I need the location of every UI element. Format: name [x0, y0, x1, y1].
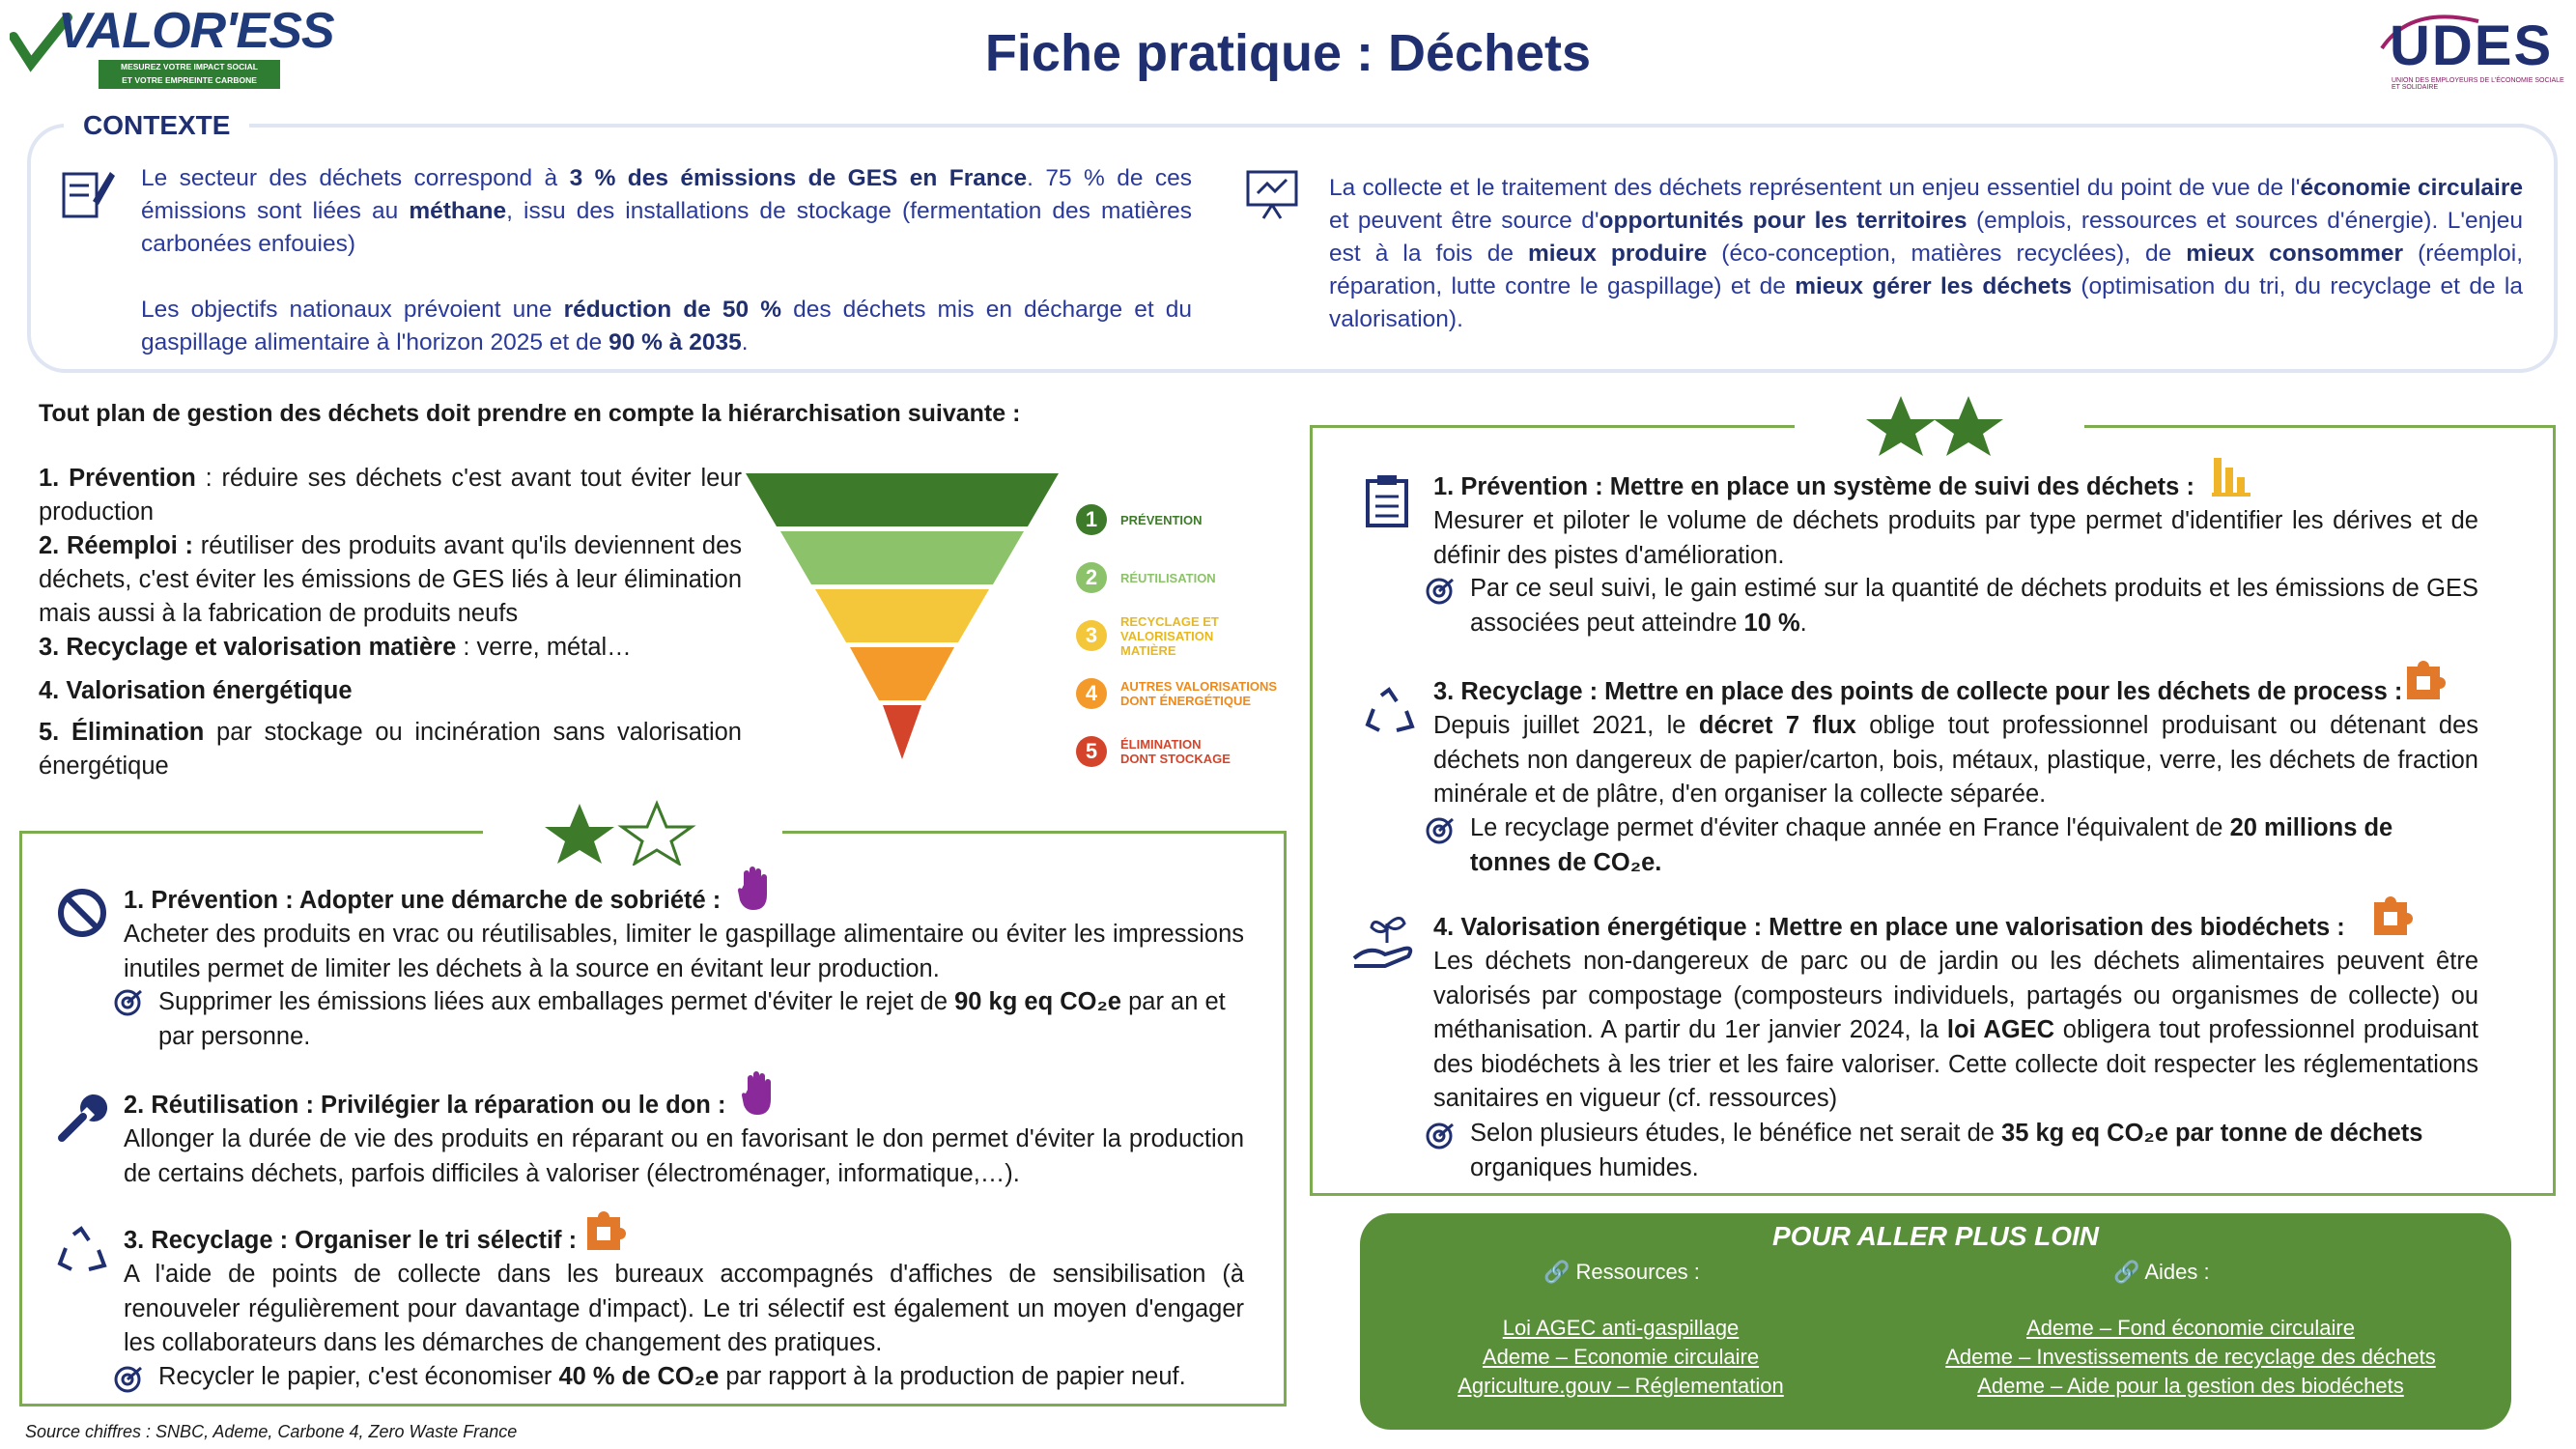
- link-icon: 🔗: [2113, 1260, 2140, 1284]
- left-item-3-target: Recycler le papier, c'est économiser 40 % de CO₂e par rapport à la production de papier neuf.: [158, 1363, 1186, 1390]
- presentation-board-icon: [1244, 166, 1300, 222]
- legend-num-3: 3: [1076, 620, 1107, 651]
- legend-item-2: [1076, 549, 1298, 607]
- puzzle-icon: [2370, 895, 2415, 939]
- aides-links: [1920, 1314, 2461, 1401]
- star-rating-icon: [483, 798, 782, 866]
- context-left-p1: Le secteur des déchets correspond à 3 % des émissions de GES en France. 75 % de ces émissions sont liées au méthane, issu des installations de stockage (fermentation des matières carbonées enfouies): [141, 165, 1193, 257]
- udes-logo-text: UDES: [2390, 14, 2554, 77]
- clipboard-checklist-icon: [1360, 473, 1414, 529]
- legend-label-5: ÉLIMINATION DONT STOCKAGE: [1120, 737, 1231, 766]
- resources-box: [1360, 1213, 2511, 1430]
- link-ademe-economie-circulaire[interactable]: Ademe – Economie circulaire: [1482, 1345, 1760, 1369]
- right-item-3-target: Selon plusieurs études, le bénéfice net serait de 35 kg eq CO₂e par tonne de déchets organiques humides.: [1470, 1120, 2423, 1181]
- target-icon: [1424, 1121, 1455, 1151]
- left-item-3-text: A l'aide de points de collecte dans les bureaux accompagnés d'affiches de sensibilisation (à renouveler régulièrement pour davantage d'impact). Le tri sélectif est également un moyen d'engager les collaborateurs dans les démarches de changement des pratiques.: [124, 1261, 1244, 1356]
- legend-item-3: [1076, 607, 1298, 665]
- star-empty-icon: [622, 804, 692, 864]
- legend-item-1: [1076, 491, 1298, 549]
- context-right-p: La collecte et le traitement des déchets représentent un enjeu essentiel du point de vue de l'économie circulaire et peuvent être source d'opportunités pour les territoires (emplois, ressources et sources d'énergie). L'enjeu est à la fois de mieux produire (éco-conception, matières recyclées), de mieux consommer (réemploi, réparation, lutte contre le gaspillage) et de mieux gérer les déchets (optimisation du tri, du recyclage et de la valorisation).: [1329, 175, 2524, 332]
- udes-tagline: UNION DES EMPLOYEURS DE L'ÉCONOMIE SOCIALE ET SOLIDAIRE: [2392, 77, 2564, 91]
- link-agriculture-reglementation[interactable]: Agriculture.gouv – Réglementation: [1458, 1374, 1784, 1398]
- link-loi-agec[interactable]: Loi AGEC anti-gaspillage: [1502, 1316, 1740, 1340]
- legend-label-2: RÉUTILISATION: [1120, 570, 1216, 585]
- left-item-2-text: Allonger la durée de vie des produits en réparant ou en favorisant le don permet d'éviter la production de certains déchets, parfois difficiles à valoriser (électroménager, informatique,…).: [124, 1125, 1244, 1187]
- recycle-icon: [1362, 686, 1416, 740]
- link-ademe-investissements[interactable]: Ademe – Investissements de recyclage des déchets: [1945, 1345, 2436, 1369]
- hand-stop-icon: [740, 1070, 778, 1117]
- legend-num-2: 2: [1076, 562, 1107, 593]
- star-filled-icon: [545, 804, 614, 864]
- target-icon: [112, 987, 143, 1018]
- legend-item-4: [1076, 665, 1298, 723]
- link-icon: 🔗: [1543, 1260, 1571, 1284]
- puzzle-icon: [2403, 659, 2448, 703]
- hand-stop-icon: [736, 866, 775, 912]
- star-filled-icon: [1866, 396, 1936, 456]
- star-rating-icon: [1795, 390, 2084, 458]
- pyramid-level-1: [746, 473, 1059, 526]
- legend-num-1: 1: [1076, 504, 1107, 535]
- target-icon: [1424, 576, 1455, 607]
- source-note: Source chiffres : SNBC, Ademe, Carbone 4, Zero Waste France: [25, 1422, 518, 1441]
- star-filled-icon: [1934, 396, 2003, 456]
- page-title: Fiche pratique : Déchets: [984, 24, 1592, 82]
- legend-label-4: AUTRES VALORISATIONS DONT ÉNERGÉTIQUE: [1120, 679, 1278, 708]
- waste-hierarchy-pyramid: [746, 473, 1064, 773]
- puzzle-icon: [583, 1209, 628, 1254]
- wrench-icon: [54, 1090, 110, 1146]
- legend-num-4: 4: [1076, 678, 1107, 709]
- left-item-1-title: 1. Prévention : Adopter une démarche de sobriété :: [124, 887, 722, 914]
- hierarchy-title: Tout plan de gestion des déchets doit prendre en compte la hiérarchisation suivante :: [39, 400, 1021, 427]
- hand-plant-icon: [1350, 910, 1420, 970]
- right-item-3-text: Les déchets non-dangereux de parc ou de jardin ou les déchets alimentaires peuvent être valorisés par compostage (composteurs individuels, partagés ou organismes de collecte) ou méthanisation. A partir du 1er janvier 2024, la loi AGEC obligera tout professionnel produisant des biodéchets à les trier et les faire valoriser. Cette collecte doit respecter les réglementations sanitaires en vigueur (cf. ressources): [1433, 948, 2478, 1112]
- hierarchy-item-valorisation: 4. Valorisation énergétique: [39, 677, 353, 704]
- hierarchy-list: [39, 462, 742, 783]
- bar-chart-icon: [2210, 454, 2252, 498]
- right-item-2-text: Depuis juillet 2021, le décret 7 flux oblige tout professionnel produisant ou détenant des déchets non dangereux de papier/carton, bois, métaux, plastique, verre, les déchets de fraction minérale et de plâtre, d'en organiser la collecte séparée.: [1433, 712, 2479, 808]
- right-item-1-title: 1. Prévention : Mettre en place un système de suivi des déchets :: [1433, 473, 2194, 500]
- left-item-1-text: Acheter des produits en vrac ou réutilisables, limiter le gaspillage alimentaire ou éviter les impressions inutiles permet de limiter les déchets à la source en évitant leur production.: [124, 921, 1244, 982]
- pyramid-level-2: [780, 531, 1024, 584]
- prohibited-icon: [56, 887, 108, 939]
- left-item-2-title: 2. Réutilisation : Privilégier la réparation ou le don :: [124, 1092, 726, 1119]
- link-ademe-fond[interactable]: Ademe – Fond économie circulaire: [2026, 1316, 2355, 1340]
- left-stars-rating: [483, 798, 782, 866]
- hierarchy-item-elimination: 5. Élimination par stockage ou incinération sans valorisation énergétique: [39, 719, 742, 780]
- resources-title: POUR ALLER PLUS LOIN: [1771, 1221, 2100, 1251]
- target-icon: [112, 1364, 143, 1395]
- context-left-text: [141, 162, 1192, 359]
- logo-tagline: MESUREZ VOTRE IMPACT SOCIAL ET VOTRE EMPREINTE CARBONE: [99, 60, 280, 89]
- right-item-2-target: Le recyclage permet d'éviter chaque année en France l'équivalent de 20 millions de tonnes de CO₂e.: [1470, 814, 2393, 876]
- resources-heading: 🔗 Ressources :: [1543, 1260, 1700, 1284]
- legend-label-3: RECYCLAGE ET VALORISATION MATIÈRE: [1120, 613, 1219, 658]
- legend-item-5: [1076, 723, 1298, 781]
- aides-heading: 🔗 Aides :: [2113, 1260, 2210, 1284]
- right-item-2-title: 3. Recyclage : Mettre en place des points de collecte pour les déchets de process :: [1433, 678, 2403, 705]
- left-item-1-target: Supprimer les émissions liées aux emballages permet d'éviter le rejet de 90 kg eq CO₂e par an et par personne.: [158, 988, 1226, 1050]
- hierarchy-item-recyclage: 3. Recyclage et valorisation matière : verre, métal…: [39, 634, 632, 661]
- hierarchy-item-prevention: 1. Prévention : réduire ses déchets c'est avant tout éviter leur production: [39, 465, 742, 526]
- target-icon: [1424, 815, 1455, 846]
- right-item-3-title: 4. Valorisation énergétique : Mettre en place une valorisation des biodéchets :: [1433, 914, 2345, 941]
- left-item-3-title: 3. Recyclage : Organiser le tri sélectif :: [124, 1227, 578, 1254]
- pyramid-level-3: [815, 589, 989, 642]
- recycle-icon: [54, 1225, 108, 1279]
- pyramid-level-4: [850, 647, 954, 700]
- hierarchy-item-reemploi: 2. Réemploi : réutiliser des produits avant qu'ils deviennent des déchets, c'est éviter les émissions de GES liés à leur élimination mais aussi à la fabrication de produits neufs: [39, 532, 743, 627]
- right-stars-rating: [1795, 390, 2084, 458]
- right-item-1-text: Mesurer et piloter le volume de déchets produits par type permet d'identifier les dérives et de définir des pistes d'amélioration.: [1433, 507, 2478, 569]
- legend-num-5: 5: [1076, 736, 1107, 767]
- resources-links: [1418, 1314, 1824, 1401]
- link-ademe-biodechets[interactable]: Ademe – Aide pour la gestion des biodéchets: [1977, 1374, 2404, 1398]
- udes-logo: [2372, 10, 2565, 91]
- document-edit-icon: [54, 162, 116, 224]
- pyramid-legend: [1076, 491, 1298, 781]
- legend-label-1: PRÉVENTION: [1120, 512, 1203, 527]
- context-right-text: [1329, 172, 2523, 336]
- right-item-1-target: Par ce seul suivi, le gain estimé sur la quantité de déchets produits et les émissions de GES associées peut atteindre 10 %.: [1470, 575, 2478, 637]
- logo-text: VALOR'ESS: [58, 3, 334, 59]
- context-left-p2: Les objectifs nationaux prévoient une réduction de 50 % des déchets mis en décharge et du gaspillage alimentaire à l'horizon 2025 et de 90 % à 2035.: [141, 297, 1192, 355]
- pyramid-level-5: [883, 705, 921, 759]
- context-label: CONTEXTE: [64, 110, 249, 141]
